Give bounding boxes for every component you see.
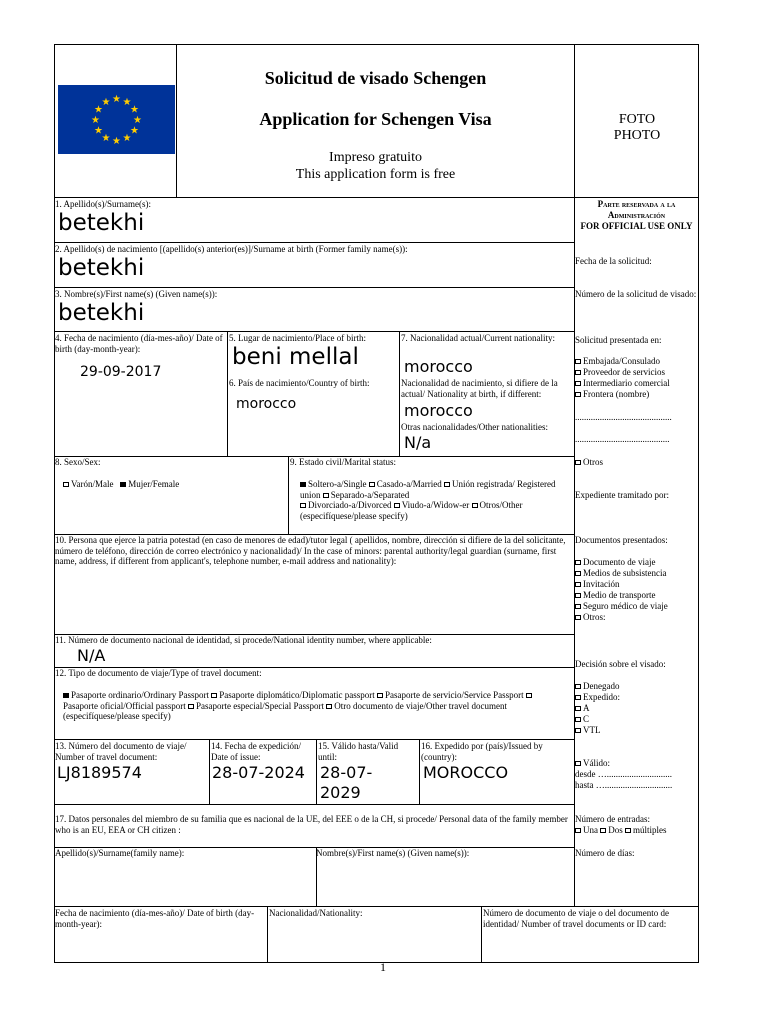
invitation-checkbox[interactable] — [575, 582, 581, 587]
ordinary-passport-label: Pasaporte ordinario/Ordinary Passport — [71, 690, 209, 700]
visa-decision-label: Decisión sobre el visado: — [575, 659, 666, 669]
col-divider — [419, 739, 420, 804]
visa-vtl-label: VTL — [583, 725, 601, 735]
other-travel-doc-checkbox[interactable] — [326, 704, 332, 709]
col-divider — [267, 906, 268, 963]
nationality-label: 7. Nacionalidad actual/Current nationality: — [401, 333, 555, 343]
valid-until-field[interactable]: 28-07-2029 — [320, 763, 373, 802]
visa-c-label: C — [583, 714, 590, 724]
valid-to-label: hasta ….............................. — [575, 780, 673, 790]
place-of-birth-label: 5. Lugar de nacimiento/Place of birth: — [229, 333, 366, 343]
number-of-days-label: Número de días: — [575, 848, 635, 858]
sex-options — [63, 479, 283, 490]
guardian-label: 10. Persona que ejerce la patria potestad (en caso de menores de edad)/tutor legal ( apellidos, nombre, dirección si difiere de la del solicitante, número de teléfono, dirección de correo electrónico y nacionalidad)/ In the case of minors: parental authority/legal guardian (surname, first name, address, if different from applicant's, telephone number, e-mail address and nationality): — [55, 535, 566, 566]
widow-checkbox[interactable] — [394, 503, 400, 508]
commercial-intermediary-checkbox[interactable] — [575, 381, 581, 386]
svg-text:★: ★ — [122, 97, 132, 108]
visa-vtl-checkbox[interactable] — [575, 728, 581, 733]
divorced-label: Divorciado-a/Divorced — [308, 500, 392, 510]
free-es: Impreso gratuito — [329, 150, 422, 165]
photo-label-es: FOTO — [618, 112, 656, 127]
handled-by-label: Expediente tramitado por: — [575, 490, 669, 500]
official-passport-checkbox[interactable] — [526, 693, 532, 698]
national-id-label: 11. Número de documento nacional de identidad, si procede/National identity number, where applicable: — [55, 635, 432, 645]
marital-status-label: 9. Estado civil/Marital status: — [290, 457, 396, 467]
visa-decision-options — [575, 681, 698, 736]
other-docs-checkbox[interactable] — [575, 615, 581, 620]
surname-label: 1. Apellido(s)/Surname(s): — [55, 199, 151, 209]
official-use-heading-en: FOR OFFICIAL USE ONLY — [580, 221, 693, 231]
valid-label: Válido: — [583, 758, 610, 768]
svg-text:★: ★ — [112, 136, 121, 147]
supporting-docs-options — [575, 557, 698, 623]
transport-label: Medio de transporte — [583, 590, 656, 600]
diplomatic-passport-label: Pasaporte diplomático/Diplomatic passport — [219, 690, 375, 700]
family-dob-label: Fecha de nacimiento (día-mes-año)/ Date of birth (day-month-year): — [55, 908, 255, 929]
married-label: Casado-a/Married — [376, 479, 442, 489]
service-passport-checkbox[interactable] — [377, 693, 383, 698]
dob-label: 4. Fecha de nacimiento (día-mes-año)/ Date of birth (day-month-year): — [55, 333, 223, 354]
form-title-en: Application for Schengen Visa — [259, 109, 492, 129]
commercial-intermediary-label: Intermediario comercial — [583, 378, 670, 388]
row-divider — [54, 739, 575, 740]
other-lodged-checkbox[interactable] — [575, 460, 581, 465]
family-doc-number-label: Número de documento de viaje o del documento de identidad/ Number of travel documents or ID card: — [483, 908, 669, 929]
svg-text:★: ★ — [94, 104, 103, 116]
other-nationalities-label: Otras nacionalidades/Other nationalities: — [401, 422, 548, 432]
separated-label: Separado-a/Separated — [330, 489, 410, 500]
travel-doc-type-label: 12. Tipo de documento de viaje/Type of travel document: — [55, 668, 262, 678]
visa-a-label: A — [583, 703, 590, 713]
issued-by-label: 16. Expedido por (país)/Issued by (country): — [421, 741, 543, 762]
issue-date-field[interactable]: 28-07-2024 — [212, 763, 305, 782]
svg-text:★: ★ — [94, 125, 103, 137]
first-name-label: 3. Nombre(s)/First name(s) (Given name(s)): — [55, 289, 218, 299]
country-of-birth-label: 6. País de nacimiento/Country of birth: — [229, 378, 370, 388]
other-nationalities-field[interactable]: N/a — [404, 433, 432, 452]
double-entry-checkbox[interactable] — [600, 828, 606, 833]
marital-status-options — [300, 479, 570, 521]
form-title-es: Solicitud de visado Schengen — [264, 68, 487, 88]
col-divider — [316, 739, 317, 804]
single-checkbox[interactable] — [300, 482, 306, 487]
refused-label: Denegado — [583, 681, 620, 691]
svg-text:★: ★ — [101, 133, 111, 144]
nationality-field[interactable]: morocco — [404, 357, 473, 376]
national-id-field[interactable]: N/A — [77, 646, 106, 665]
other-travel-doc-label: Otro documento de viaje/Other travel document (especifíquese/please specify) — [63, 700, 507, 721]
col-divider — [399, 331, 400, 456]
row-divider — [54, 242, 575, 243]
svg-text:★: ★ — [112, 94, 121, 105]
first-name-field[interactable]: betekhi — [58, 300, 145, 326]
issued-checkbox[interactable] — [575, 695, 581, 700]
issued-by-field[interactable]: MOROCCO — [423, 763, 509, 782]
service-provider-label: Proveedor de servicios — [583, 367, 665, 377]
family-surname-label: Apellido(s)/Surname(family name): — [55, 848, 185, 858]
eu-flag-stars — [58, 85, 175, 154]
travel-document-checkbox[interactable] — [575, 560, 581, 565]
registered-union-checkbox[interactable] — [444, 482, 450, 487]
ordinary-passport-checkbox[interactable] — [63, 693, 69, 698]
visa-a-checkbox[interactable] — [575, 706, 581, 711]
subsistence-checkbox[interactable] — [575, 571, 581, 576]
application-number-label: Número de la solicitud de visado: — [575, 289, 697, 299]
application-date-label: Fecha de la solicitud: — [575, 256, 652, 266]
valid-until-label: 15. Válido hasta/Valid until: — [318, 741, 399, 762]
svg-text:★: ★ — [122, 133, 132, 144]
surname-at-birth-field[interactable]: betekhi — [58, 255, 145, 281]
single-entry-label: Una — [583, 825, 598, 835]
subsistence-label: Medios de subsistencia — [583, 568, 667, 578]
surname-at-birth-label: 2. Apellido(s) de nacimiento [(apellido(s) anterior(es)]/Surname at birth (Former family name(s)): — [55, 244, 408, 254]
entries-label: Número de entradas: — [575, 814, 650, 824]
refused-checkbox[interactable] — [575, 684, 581, 689]
other-lodged-option — [575, 457, 698, 468]
divorced-checkbox[interactable] — [300, 503, 306, 508]
row-divider — [54, 331, 575, 332]
invitation-label: Invitación — [583, 579, 620, 589]
svg-text:★: ★ — [101, 97, 111, 108]
border-checkbox[interactable] — [575, 392, 581, 397]
dob-field[interactable]: 29-09-2017 — [80, 364, 162, 380]
entries-options — [575, 825, 698, 836]
female-checkbox[interactable] — [120, 482, 126, 487]
embassy-label: Embajada/Consulado — [583, 356, 660, 366]
row-divider — [54, 197, 699, 198]
female-label: Mujer/Female — [128, 479, 180, 489]
diplomatic-passport-checkbox[interactable] — [211, 693, 217, 698]
special-passport-label: Pasaporte especial/Special Passport — [196, 700, 325, 711]
official-use-panel — [575, 199, 698, 232]
other-lodged-label: Otros — [583, 457, 603, 467]
other-marital-label: Otros/Other (especifíquese/please specify) — [300, 500, 523, 521]
family-first-name-label: Nombre(s)/First name(s) (Given name(s)): — [316, 848, 470, 858]
medical-insurance-checkbox[interactable] — [575, 604, 581, 609]
double-entry-label: Dos — [608, 825, 623, 835]
free-en: This application form is free — [295, 167, 456, 182]
registered-union-label: Unión registrada/ Registered union — [300, 479, 556, 500]
other-docs-label: Otros: — [583, 612, 606, 622]
row-divider — [54, 906, 699, 907]
surname-field[interactable]: betekhi — [58, 210, 145, 236]
eu-family-label: 17. Datos personales del miembro de su familia que es nacional de la UE, del EEE o de la CH, si procede/ Personal data of the family member who is an EU, EEA or CH citizen : — [55, 814, 568, 835]
valid-option — [575, 758, 698, 769]
sex-label: 8. Sexo/Sex: — [55, 457, 101, 467]
visa-c-checkbox[interactable] — [575, 717, 581, 722]
nationality-at-birth-label: Nacionalidad de nacimiento, si difiere de la actual/ Nationality at birth, if different: — [401, 378, 558, 399]
svg-text:★: ★ — [133, 115, 142, 126]
eu-flag — [58, 85, 175, 154]
issue-date-label: 14. Fecha de expedición/ Date of issue: — [211, 741, 301, 762]
svg-text:★: ★ — [130, 125, 139, 137]
married-checkbox[interactable] — [369, 482, 375, 487]
col-divider — [227, 331, 228, 456]
travel-document-label: Documento de viaje — [583, 557, 656, 567]
svg-text:★: ★ — [91, 115, 100, 126]
single-label: Soltero-a/Single — [308, 479, 367, 489]
country-of-birth-field[interactable]: morocco — [236, 396, 297, 412]
multiple-entry-label: múltiples — [633, 825, 667, 835]
family-nationality-label: Nacionalidad/Nationality: — [269, 908, 363, 918]
special-passport-checkbox[interactable] — [188, 704, 194, 709]
service-provider-checkbox[interactable] — [575, 370, 581, 375]
page-number: 1 — [380, 960, 386, 974]
lodged-at-label: Solicitud presentada en: — [575, 335, 662, 345]
service-passport-label: Pasaporte de servicio/Service Passport — [384, 690, 524, 700]
official-use-heading: Parte reservada a la Administración — [597, 199, 676, 220]
valid-checkbox[interactable] — [575, 761, 581, 766]
other-marital-checkbox[interactable] — [472, 503, 478, 508]
col-divider — [209, 739, 210, 804]
col-divider — [288, 456, 289, 534]
transport-checkbox[interactable] — [575, 593, 581, 598]
male-checkbox[interactable] — [63, 482, 69, 487]
photo-label-en: PHOTO — [613, 128, 661, 143]
row-divider — [54, 287, 575, 288]
valid-from-label: desde …............................. — [575, 769, 672, 779]
medical-insurance-label: Seguro médico de viaje — [583, 601, 668, 611]
travel-doc-number-field[interactable]: LJ8189574 — [57, 763, 142, 782]
separated-checkbox[interactable] — [323, 493, 329, 498]
dotted-line: ........................................... — [575, 412, 672, 422]
issued-label: Expedido: — [583, 692, 620, 702]
travel-doc-type-options — [63, 690, 568, 722]
male-label: Varón/Male — [71, 479, 114, 489]
travel-doc-number-label: 13. Número del documento de viaje/ Number of travel document: — [55, 741, 187, 762]
embassy-checkbox[interactable] — [575, 359, 581, 364]
official-passport-label: Pasaporte oficial/Official passport — [63, 700, 186, 711]
col-divider — [481, 906, 482, 963]
border-label: Frontera (nombre) — [583, 389, 650, 399]
place-of-birth-field[interactable]: beni mellal — [232, 344, 359, 370]
widow-label: Viudo-a/Widow-er — [401, 500, 470, 510]
single-entry-checkbox[interactable] — [575, 828, 581, 833]
row-divider — [54, 804, 575, 805]
svg-text:★: ★ — [130, 104, 139, 116]
dotted-line: .......................................... — [575, 434, 670, 444]
supporting-docs-label: Documentos presentados: — [575, 535, 668, 545]
nationality-at-birth-field[interactable]: morocco — [404, 401, 473, 420]
lodged-at-options — [575, 356, 698, 400]
multiple-entry-checkbox[interactable] — [625, 828, 631, 833]
